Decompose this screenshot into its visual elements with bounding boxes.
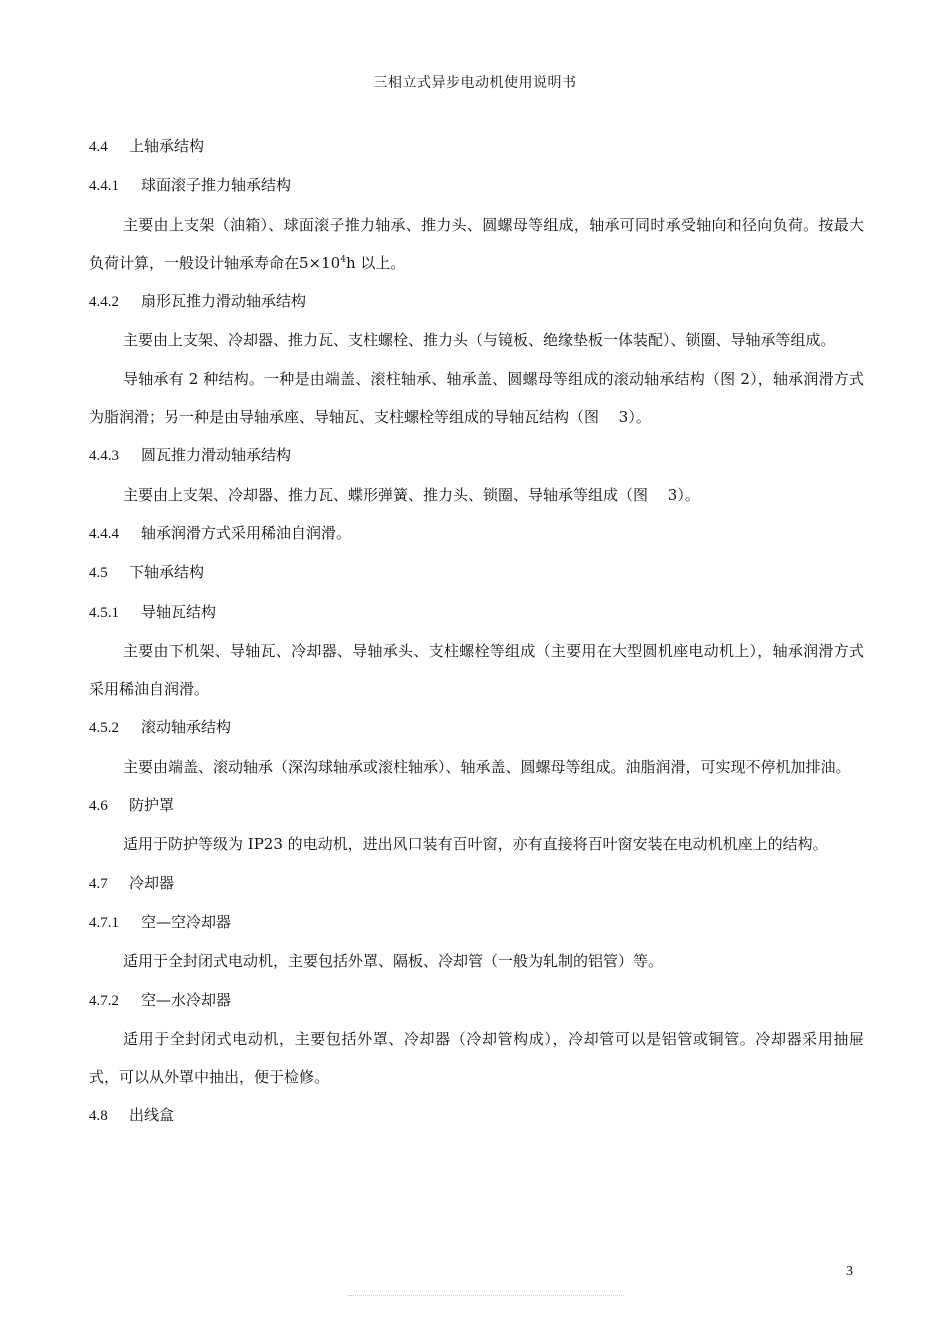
- section-number: 4.4.4: [89, 525, 119, 542]
- footer-divider: [348, 1295, 624, 1296]
- section-number: 4.4.3: [89, 448, 119, 465]
- section-heading: [89, 166, 864, 205]
- section-number: 4.7.1: [89, 914, 119, 931]
- body-paragraph: 适用于防护等级为 IP23 的电动机，进出风口装有百叶窗，亦有直接将百叶窗安装在电动机机座上的结构。: [123, 835, 828, 854]
- section-heading: [89, 127, 864, 166]
- section-heading: [89, 708, 864, 747]
- section-title: 空—水冷却器: [141, 990, 232, 1009]
- section-heading: [89, 282, 864, 321]
- section-title: 导轴瓦结构: [141, 602, 217, 621]
- body-paragraph: 适用于全封闭式电动机，主要包括外罩、隔板、冷却管（一般为轧制的铝管）等。: [123, 952, 664, 971]
- section-title: 滚动轴承结构: [141, 718, 232, 737]
- section-title: 扇形瓦推力滑动轴承结构: [141, 292, 307, 311]
- section-number: 4.8: [89, 1108, 108, 1125]
- section-number: 4.4: [89, 139, 108, 155]
- section-heading: [89, 981, 864, 1020]
- section-number: 4.7.2: [89, 992, 119, 1009]
- section-title: 出线盒: [129, 1106, 175, 1125]
- section-title: 冷却器: [129, 873, 175, 892]
- paragraph-text: h 以上。: [345, 253, 406, 272]
- body-paragraph: 适用于全封闭式电动机，主要包括外罩、冷却器（冷却管构成），冷却管可以是铝管或铜管。冷却器采用抽屉式，可以从外罩中抽出，便于检修。: [89, 1029, 864, 1087]
- section-heading: [89, 786, 864, 825]
- section-heading: [89, 593, 864, 632]
- section-number: 4.5.2: [89, 720, 119, 737]
- document-body: [89, 127, 864, 1136]
- section-title: 圆瓦推力滑动轴承结构: [141, 446, 292, 465]
- exponent: 4: [340, 254, 346, 265]
- section-heading: [89, 903, 864, 942]
- body-paragraph: 导轴承有 2 种结构。一种是由端盖、滚柱轴承、轴承盖、圆螺母等组成的滚动轴承结构（图 2），轴承润滑方式为脂润滑；另一种是由导轴承座、导轴瓦、支柱螺栓等组成的导轴瓦结构（图 3）。: [89, 369, 864, 427]
- body-paragraph: 主要由上支架、冷却器、推力瓦、蝶形弹簧、推力头、锁圈、导轴承等组成（图 3）。: [123, 485, 700, 504]
- section-heading: [89, 864, 864, 903]
- section-heading: [89, 436, 864, 475]
- section-number: 4.4.2: [89, 294, 119, 311]
- body-paragraph: 主要由端盖、滚动轴承（深沟球轴承或滚柱轴承）、轴承盖、圆螺母等组成。油脂润滑，可实现不停机加排油。: [123, 757, 851, 776]
- section-title: 防护罩: [129, 796, 175, 815]
- page-number: 3: [846, 1264, 853, 1279]
- section-title: 球面滚子推力轴承结构: [141, 176, 292, 195]
- section-number: 4.7: [89, 875, 108, 892]
- body-paragraph: 主要由下机架、导轴瓦、冷却器、导轴承头、支柱螺栓等组成（主要用在大型圆机座电动机上），轴承润滑方式采用稀油自润滑。: [89, 641, 864, 699]
- section-number: 4.4.1: [89, 178, 119, 195]
- body-paragraph: [89, 206, 864, 283]
- section-number: 4.6: [89, 798, 108, 815]
- page-header-title: 三相立式异步电动机使用说明书: [373, 75, 577, 91]
- section-title: 上轴承结构: [129, 137, 205, 155]
- section-title: 轴承润滑方式采用稀油自润滑。: [141, 523, 352, 542]
- section-heading: [89, 1096, 864, 1135]
- section-title: 空—空冷却器: [141, 912, 232, 931]
- body-paragraph: 主要由上支架、冷却器、推力瓦、支柱螺栓、推力头（与镜板、绝缘垫板一体装配）、锁圈、导轴承等组成。: [123, 331, 836, 350]
- section-title: 下轴承结构: [129, 563, 205, 582]
- section-heading: [89, 553, 864, 592]
- section-number: 4.5: [89, 565, 108, 582]
- section-number: 4.5.1: [89, 604, 119, 621]
- section-heading: [89, 514, 864, 553]
- paragraph-text: 主要由上支架（油箱）、球面滚子推力轴承、推力头、圆螺母等组成，轴承可同时承受轴向和径向负荷。按最大负荷计算，一般设计轴承寿命在5×10: [89, 215, 864, 272]
